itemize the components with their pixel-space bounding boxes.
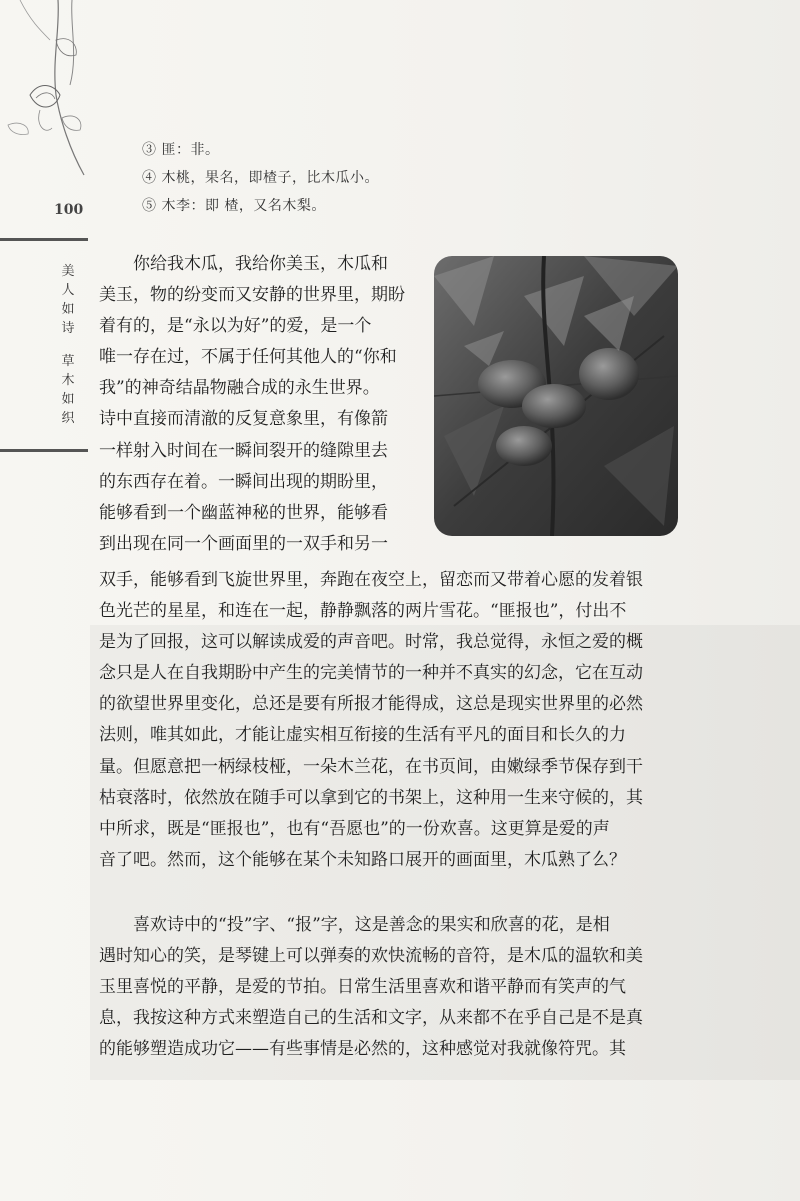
text-line: 能够看到一个幽蓝神秘的世界，能够看 <box>99 502 388 523</box>
text-line: 中所求，既是“匪报也”，也有“吾愿也”的一份欢喜。这更算是爱的声 <box>99 818 610 839</box>
text-line: 息，我按这种方式来塑造自己的生活和文字，从来都不在乎自己是不是真 <box>99 1008 643 1029</box>
paragraph-1 <box>99 249 405 560</box>
text-line: 是为了回报，这可以解读成爱的声音吧。时常，我总觉得，永恒之爱的概 <box>99 632 643 653</box>
margin-rule-bottom <box>0 449 88 452</box>
running-title-char: 美 <box>61 264 75 279</box>
running-title <box>60 262 76 428</box>
text-line: 诗中直接而清澈的反复意象里，有像箭 <box>99 409 388 430</box>
text-line: 法则，唯其如此，才能让虚实相互衔接的生活有平凡的面目和长久的力 <box>99 725 626 746</box>
footnote-3: ③ 匪：非。 <box>142 142 220 158</box>
text-line: 枯衰落时，依然放在随手可以拿到它的书架上，这种用一生来守候的，其 <box>99 787 643 808</box>
paragraph-1-continued <box>99 565 643 876</box>
text-line: 的东西存在着。一瞬间出现的期盼里， <box>99 471 388 492</box>
running-title-char: 草 <box>61 354 75 369</box>
text-line: 的能够塑造成功它——有些事情是必然的，这种感觉对我就像符咒。其 <box>99 1039 626 1060</box>
text-line: 音了吧。然而，这个能够在某个未知路口展开的画面里，木瓜熟了么？ <box>99 849 626 870</box>
text-line: 你给我木瓜，我给你美玉，木瓜和 <box>99 254 388 274</box>
paragraph-2 <box>99 910 643 1065</box>
running-title-char: 如 <box>61 392 75 407</box>
text-line: 双手，能够看到飞旋世界里，奔跑在夜空上，留恋而又带着心愿的发着银 <box>99 570 643 590</box>
running-title-char: 木 <box>61 373 75 388</box>
text-line: 美玉，物的纷变而又安静的世界里，期盼 <box>99 285 405 306</box>
page-number: 100 <box>54 202 84 218</box>
running-title-char: 如 <box>61 302 75 317</box>
text-line: 遇时知心的笑，是琴键上可以弹奏的欢快流畅的音符，是木瓜的温软和美 <box>99 946 643 967</box>
quince-photo <box>434 256 678 536</box>
text-line: 喜欢诗中的“投”字、“报”字，这是善念的果实和欣喜的花，是相 <box>99 915 610 935</box>
text-line: 一样射入时间在一瞬间裂开的缝隙里去 <box>99 440 388 461</box>
text-line: 念只是人在自我期盼中产生的完美情节的一种并不真实的幻念，它在互动 <box>99 663 643 684</box>
running-title-gap <box>60 338 76 352</box>
footnote-4: ④ 木桃，果名，即楂子，比木瓜小。 <box>142 170 379 186</box>
running-title-char: 人 <box>61 283 75 298</box>
text-line: 玉里喜悦的平静，是爱的节拍。日常生活里喜欢和谐平静而有笑声的气 <box>99 977 626 998</box>
footnote-5: ⑤ 木李：即 楂，又名木梨。 <box>142 198 326 214</box>
running-title-char: 织 <box>61 411 75 426</box>
text-line: 到出现在同一个画面里的一双手和另一 <box>99 533 388 554</box>
footnotes <box>142 136 379 220</box>
text-line: 我”的神奇结晶物融合成的永生世界。 <box>99 378 380 399</box>
running-title-char: 诗 <box>61 321 75 336</box>
text-line: 的欲望世界里变化，总还是要有所报才能得成，这总是现实世界里的必然 <box>99 694 643 715</box>
text-line: 色光芒的星星，和连在一起，静静飘落的两片雪花。“匪报也”，付出不 <box>99 601 627 622</box>
text-line: 着有的，是“永以为好”的爱，是一个 <box>99 316 372 337</box>
flower-illustration <box>0 0 110 180</box>
text-line: 量。但愿意把一柄绿枝桠，一朵木兰花，在书页间，由嫩绿季节保存到干 <box>99 756 643 777</box>
margin-rule-top <box>0 238 88 241</box>
text-line: 唯一存在过，不属于任何其他人的“你和 <box>99 347 397 368</box>
